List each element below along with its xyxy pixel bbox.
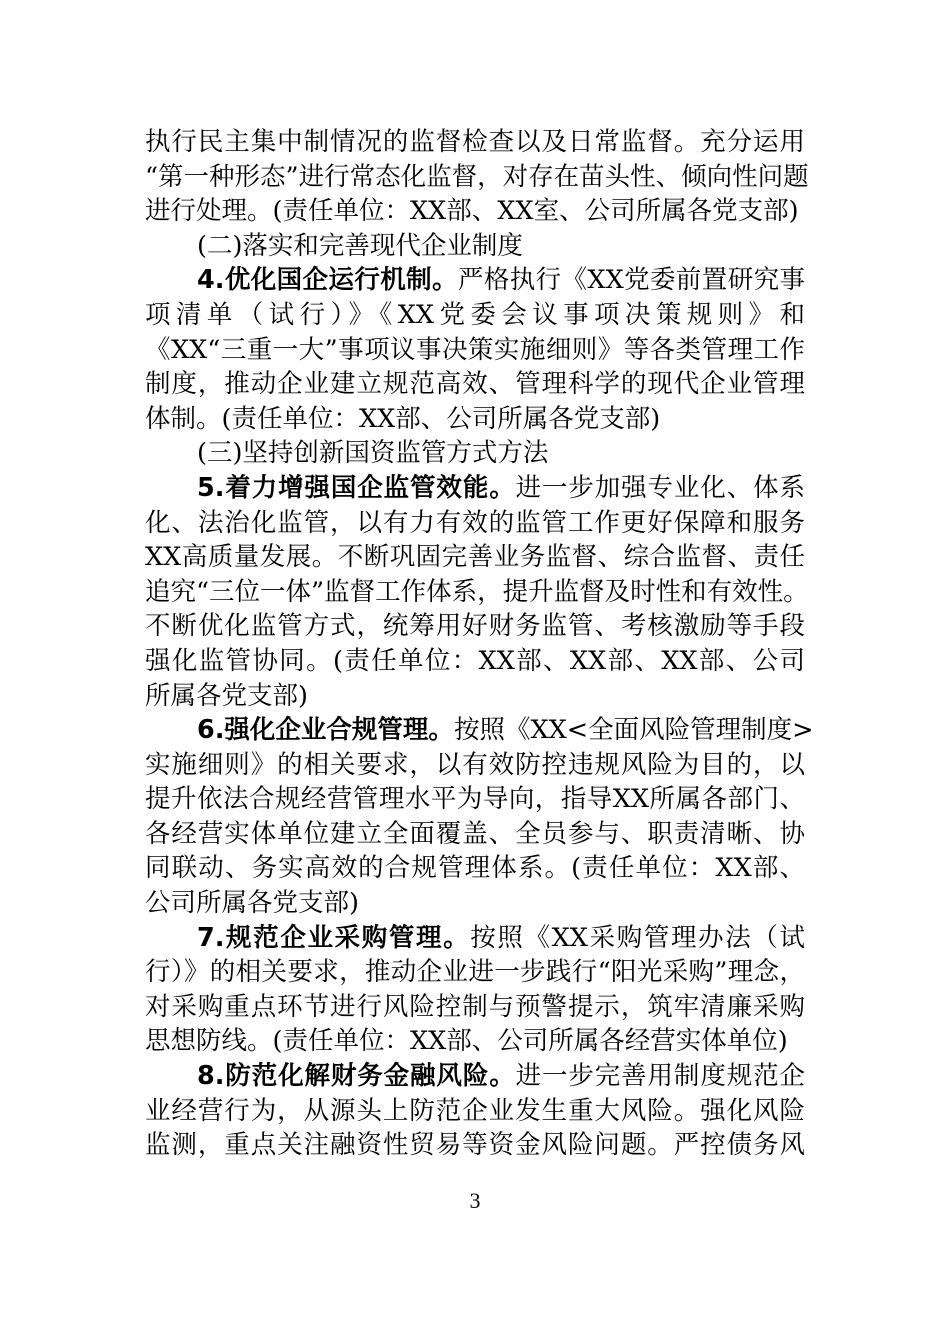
text-line	[145, 955, 805, 990]
paragraph	[145, 471, 809, 713]
line-text: 体制。(责任单位：XX部、公司所属各党支部)	[145, 403, 661, 434]
text-line	[145, 333, 805, 368]
line-text: 进一步完善用制度规范企	[515, 1061, 805, 1092]
document-body	[145, 125, 814, 1163]
paragraph	[145, 713, 814, 921]
text-line	[145, 921, 805, 956]
line-text: 实施细则》的相关要求，以有效防控违规风险为目的，以	[145, 749, 805, 780]
paragraph	[145, 921, 805, 1059]
text-line	[145, 298, 805, 333]
line-text: 追究“三位一体”监督工作体系，提升监督及时性和有效性。	[145, 576, 809, 607]
line-text: 严格执行《XX党委前置研究事	[457, 265, 806, 296]
line-text: 强化监管协同。(责任单位：XX部、XX部、XX部、公司	[145, 645, 805, 676]
line-text: XX高质量发展。不断巩固完善业务监督、综合监督、责任	[145, 542, 805, 573]
text-line	[145, 471, 805, 506]
item-heading: 6.强化企业合规管理。	[197, 715, 454, 746]
text-line	[145, 436, 805, 471]
line-text: 公司所属各党支部)	[145, 888, 359, 919]
line-text: 同联动、务实高效的合规管理体系。(责任单位：XX部、	[145, 853, 805, 884]
paragraph	[145, 229, 805, 264]
text-line	[145, 609, 805, 644]
text-line	[145, 1059, 805, 1094]
item-heading: 5.着力增强国企监管效能。	[197, 472, 516, 503]
text-line	[145, 125, 805, 160]
item-heading: 4.优化国企运行机制。	[197, 265, 458, 296]
page-number: 3	[469, 1188, 481, 1213]
text-line	[145, 713, 814, 748]
item-heading: 8.防范化解财务金融风险。	[197, 1061, 516, 1092]
line-text: 进行处理。(责任单位：XX部、XX室、公司所属各党支部)	[145, 196, 799, 227]
line-text: 思想防线。(责任单位：XX部、公司所属各经营实体单位)	[145, 1026, 788, 1057]
text-line	[145, 886, 805, 921]
text-line	[145, 782, 805, 817]
text-line	[145, 990, 805, 1025]
text-line	[145, 1094, 805, 1129]
line-text: 各经营实体单位建立全面覆盖、全员参与、职责清晰、协	[145, 818, 805, 849]
text-line	[145, 160, 809, 195]
paragraph	[145, 436, 805, 471]
paragraph	[145, 263, 805, 436]
text-line	[145, 506, 805, 541]
line-text: 制度，推动企业建立规范高效、管理科学的现代企业管理	[145, 369, 805, 400]
line-text: 提升依法合规经营管理水平为导向，指导XX所属各部门、	[145, 784, 805, 815]
text-line	[145, 540, 805, 575]
paragraph	[145, 1059, 805, 1163]
text-line	[145, 402, 805, 437]
item-heading: 7.规范企业采购管理。	[197, 922, 471, 953]
text-line	[145, 1128, 805, 1163]
line-text: 化、法治化监管，以有力有效的监管工作更好保障和服务	[145, 507, 805, 538]
text-line	[145, 851, 805, 886]
text-line	[145, 575, 809, 610]
line-text: (三)坚持创新国资监管方式方法	[197, 438, 549, 469]
line-text: 《XX“三重一大”事项议事决策实施细则》等各类管理工作	[145, 334, 805, 365]
line-text: 项清单（试行）》《XX党委会议事项决策规则》和	[145, 299, 805, 330]
line-text: (二)落实和完善现代企业制度	[197, 230, 523, 261]
text-line	[145, 679, 805, 714]
paragraph	[145, 125, 809, 229]
line-text: 业经营行为，从源头上防范企业发生重大风险。强化风险	[145, 1095, 805, 1126]
text-line	[145, 263, 805, 298]
text-line	[145, 367, 805, 402]
line-text: 行）》的相关要求，推动企业进一步践行“阳光采购”理念，	[145, 957, 805, 988]
text-line	[145, 1024, 805, 1059]
line-text: 进一步加强专业化、体系	[515, 472, 805, 503]
line-text: 监测，重点关注融资性贸易等资金风险问题。严控债务风	[145, 1130, 805, 1161]
line-text: 不断优化监管方式，统筹用好财务监管、考核激励等手段	[145, 611, 805, 642]
text-line	[145, 817, 805, 852]
line-text: 按照《XX采购管理办法（试	[470, 922, 805, 953]
text-line	[145, 194, 805, 229]
line-text: 按照《XX<全面风险管理制度>	[453, 715, 814, 746]
line-text: 执行民主集中制情况的监督检查以及日常监督。充分运用	[145, 127, 805, 157]
text-line	[145, 229, 805, 264]
text-line	[145, 644, 805, 679]
line-text: 对采购重点环节进行风险控制与预警提示，筑牢清廉采购	[145, 991, 805, 1022]
line-text: 所属各党支部)	[145, 680, 308, 711]
line-text: “第一种形态”进行常态化监督，对存在苗头性、倾向性问题	[145, 161, 809, 192]
text-line	[145, 748, 805, 783]
